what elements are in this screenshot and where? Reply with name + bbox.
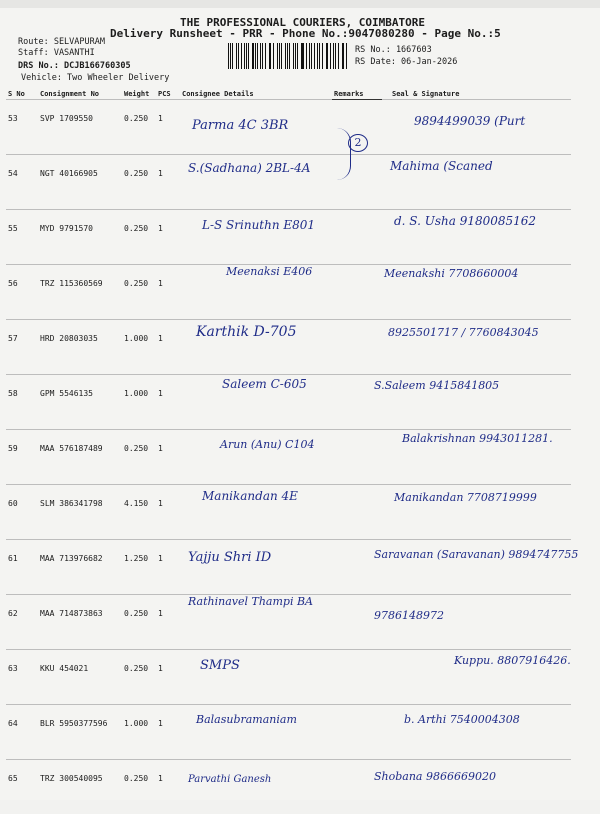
signature-handwriting: Meenakshi 7708660004 (384, 267, 518, 280)
table-row (6, 705, 571, 760)
row-consignee (180, 375, 332, 430)
row-consignee (180, 485, 332, 540)
signature-handwriting: S.Saleem 9415841805 (374, 379, 499, 392)
row-consignment-no: MAA 714873863 (38, 595, 122, 650)
row-weight: 0.250 (122, 210, 156, 265)
signature-handwriting: 9786148972 (374, 609, 444, 622)
barcode-bar (241, 43, 242, 69)
row-consignee (180, 705, 332, 760)
top-edge (0, 0, 600, 8)
barcode-bar (309, 43, 310, 69)
row-weight: 0.250 (122, 100, 156, 155)
rs-date: RS Date: 06-Jan-2026 (355, 57, 457, 67)
row-consignment-no: SLM 386341798 (38, 485, 122, 540)
row-consignment-no: TRZ 300540095 (38, 760, 122, 814)
row-consignment-no: MAA 713976682 (38, 540, 122, 595)
runsheet-table (6, 86, 571, 814)
row-consignee (180, 650, 332, 705)
row-signature (382, 210, 571, 265)
row-sno: 59 (6, 430, 38, 485)
barcode-bar (252, 43, 253, 69)
row-weight: 1.250 (122, 540, 156, 595)
consignee-handwriting: Meenaksi E406 (226, 265, 312, 278)
row-pcs: 1 (156, 705, 180, 760)
row-consignment-no: GPM 5546135 (38, 375, 122, 430)
consignee-handwriting: Balasubramaniam (196, 713, 297, 726)
row-signature (382, 320, 571, 375)
row-remarks (332, 705, 382, 760)
row-sno: 57 (6, 320, 38, 375)
company-title: THE PROFESSIONAL COURIERS, COIMBATORE (180, 16, 425, 29)
row-signature (382, 705, 571, 760)
barcode-bar (273, 43, 274, 69)
barcode (228, 43, 350, 69)
row-consignee (180, 265, 332, 320)
table-row (6, 430, 571, 485)
row-sno: 56 (6, 265, 38, 320)
consignee-handwriting: S.(Sadhana) 2BL-4A (188, 161, 310, 175)
consignee-handwriting: Parvathi Ganesh (188, 774, 271, 785)
table-row (6, 595, 571, 650)
table-header-row (6, 86, 571, 100)
row-signature (382, 265, 571, 320)
runsheet-subtitle: Delivery Runsheet - PRR - Phone No.:9047080280 - Page No.:5 (110, 27, 501, 40)
row-pcs: 1 (156, 595, 180, 650)
barcode-bar (319, 43, 320, 69)
col-weight: Weight (122, 86, 156, 100)
row-weight: 0.250 (122, 595, 156, 650)
barcode-bar (302, 43, 303, 69)
barcode-bar (346, 43, 347, 69)
col-consignee: Consignee Details (180, 86, 332, 100)
row-weight: 1.000 (122, 705, 156, 760)
row-weight: 1.000 (122, 320, 156, 375)
row-pcs: 1 (156, 320, 180, 375)
col-pcs: PCS (156, 86, 180, 100)
barcode-bar (265, 43, 266, 69)
barcode-bar (289, 43, 290, 69)
row-sno: 64 (6, 705, 38, 760)
consignee-handwriting: Rathinavel Thampi BA (188, 595, 313, 608)
col-signature: Seal & Signature (382, 86, 571, 100)
barcode-bar (327, 43, 328, 69)
signature-handwriting: Manikandan 7708719999 (394, 491, 537, 504)
barcode-bar (317, 43, 318, 69)
consignee-handwriting: L-S Srinuthn E801 (202, 218, 315, 232)
row-pcs: 1 (156, 210, 180, 265)
row-weight: 0.250 (122, 650, 156, 705)
barcode-bar (338, 43, 339, 69)
row-remarks (332, 265, 382, 320)
row-consignee (180, 320, 332, 375)
barcode-bar (297, 43, 298, 69)
barcode-bar (236, 43, 237, 69)
row-consignment-no: NGT 40166905 (38, 155, 122, 210)
signature-handwriting: b. Arthi 7540004308 (404, 713, 520, 726)
col-remarks: Remarks (332, 86, 382, 100)
row-pcs: 1 (156, 650, 180, 705)
consignee-handwriting: Parma 4C 3BR (192, 118, 288, 133)
row-consignee (180, 210, 332, 265)
row-signature (382, 375, 571, 430)
row-consignment-no: KKU 454021 (38, 650, 122, 705)
row-remarks (332, 760, 382, 814)
table-row (6, 210, 571, 265)
row-signature (382, 100, 571, 155)
row-pcs: 1 (156, 485, 180, 540)
signature-handwriting: 8925501717 / 7760843045 (388, 326, 539, 339)
row-consignee (180, 100, 332, 155)
signature-handwriting: Mahima (Scaned (390, 159, 493, 173)
row-consignee (180, 155, 332, 210)
row-consignee (180, 540, 332, 595)
remark-mark: 2 (348, 134, 368, 152)
col-sno: S No (6, 86, 38, 100)
row-consignment-no: HRD 20803035 (38, 320, 122, 375)
table-row (6, 760, 571, 814)
table-row (6, 375, 571, 430)
row-pcs: 1 (156, 155, 180, 210)
table-row (6, 265, 571, 320)
row-signature (382, 650, 571, 705)
row-weight: 0.250 (122, 760, 156, 814)
row-signature (382, 485, 571, 540)
row-weight: 4.150 (122, 485, 156, 540)
row-pcs: 1 (156, 265, 180, 320)
row-consignee (180, 595, 332, 650)
consignee-handwriting: Saleem C-605 (222, 377, 307, 391)
signature-handwriting: Shobana 9866669020 (374, 770, 496, 783)
row-consignment-no: TRZ 115360569 (38, 265, 122, 320)
row-sno: 54 (6, 155, 38, 210)
table-row (6, 155, 571, 210)
row-pcs: 1 (156, 760, 180, 814)
barcode-bar (285, 43, 286, 69)
table-row (6, 100, 571, 155)
row-remarks (332, 320, 382, 375)
row-consignment-no: BLR 5950377596 (38, 705, 122, 760)
consignee-handwriting: Manikandan 4E (202, 489, 298, 503)
signature-handwriting: Saravanan (Saravanan) 9894747755 (374, 548, 578, 561)
row-consignee (180, 760, 332, 814)
row-consignment-no: MYD 9791570 (38, 210, 122, 265)
row-consignment-no: SVP 1709550 (38, 100, 122, 155)
row-sno: 61 (6, 540, 38, 595)
signature-handwriting: Balakrishnan 9943011281. (402, 432, 553, 445)
table-row (6, 540, 571, 595)
row-consignment-no: MAA 576187489 (38, 430, 122, 485)
col-consignment: Consignment No (38, 86, 122, 100)
signature-handwriting: d. S. Usha 9180085162 (394, 214, 536, 228)
staff-label: Staff: VASANTHI (18, 48, 95, 58)
signature-handwriting: Kuppu. 8807916426. (454, 654, 571, 667)
row-consignee (180, 430, 332, 485)
row-signature (382, 155, 571, 210)
barcode-bar (277, 43, 278, 69)
row-sno: 58 (6, 375, 38, 430)
drs-label: DRS No.: DCJB166760305 (18, 61, 131, 71)
consignee-handwriting: Arun (Anu) C104 (220, 438, 314, 451)
row-sno: 55 (6, 210, 38, 265)
row-pcs: 1 (156, 375, 180, 430)
barcode-bar (335, 43, 336, 69)
table-row (6, 320, 571, 375)
row-weight: 0.250 (122, 265, 156, 320)
table-row (6, 650, 571, 705)
row-pcs: 1 (156, 540, 180, 595)
consignee-handwriting: SMPS (200, 658, 240, 673)
row-sno: 63 (6, 650, 38, 705)
signature-handwriting: 9894499039 (Purt (414, 114, 525, 128)
consignee-handwriting: Yajju Shri ID (188, 550, 271, 565)
row-weight: 0.250 (122, 430, 156, 485)
table-row (6, 485, 571, 540)
route-label: Route: SELVAPURAM (18, 37, 105, 47)
row-signature (382, 540, 571, 595)
row-signature (382, 760, 571, 814)
remarks-bracket (334, 128, 351, 180)
consignee-handwriting: Karthik D-705 (196, 324, 297, 340)
row-remarks (332, 210, 382, 265)
row-sno: 53 (6, 100, 38, 155)
row-sno: 62 (6, 595, 38, 650)
row-sno: 60 (6, 485, 38, 540)
row-remarks (332, 650, 382, 705)
barcode-bar (228, 43, 229, 69)
row-weight: 0.250 (122, 155, 156, 210)
rs-number: RS No.: 1667603 (355, 45, 432, 55)
row-pcs: 1 (156, 430, 180, 485)
row-sno: 65 (6, 760, 38, 814)
row-signature (382, 430, 571, 485)
row-weight: 1.000 (122, 375, 156, 430)
barcode-bar (248, 43, 249, 69)
row-signature (382, 595, 571, 650)
vehicle-label: Vehicle: Two Wheeler Delivery (21, 73, 169, 83)
row-remarks (332, 595, 382, 650)
barcode-bar (260, 43, 261, 69)
row-pcs: 1 (156, 100, 180, 155)
row-remarks (332, 485, 382, 540)
row-remarks (332, 430, 382, 485)
